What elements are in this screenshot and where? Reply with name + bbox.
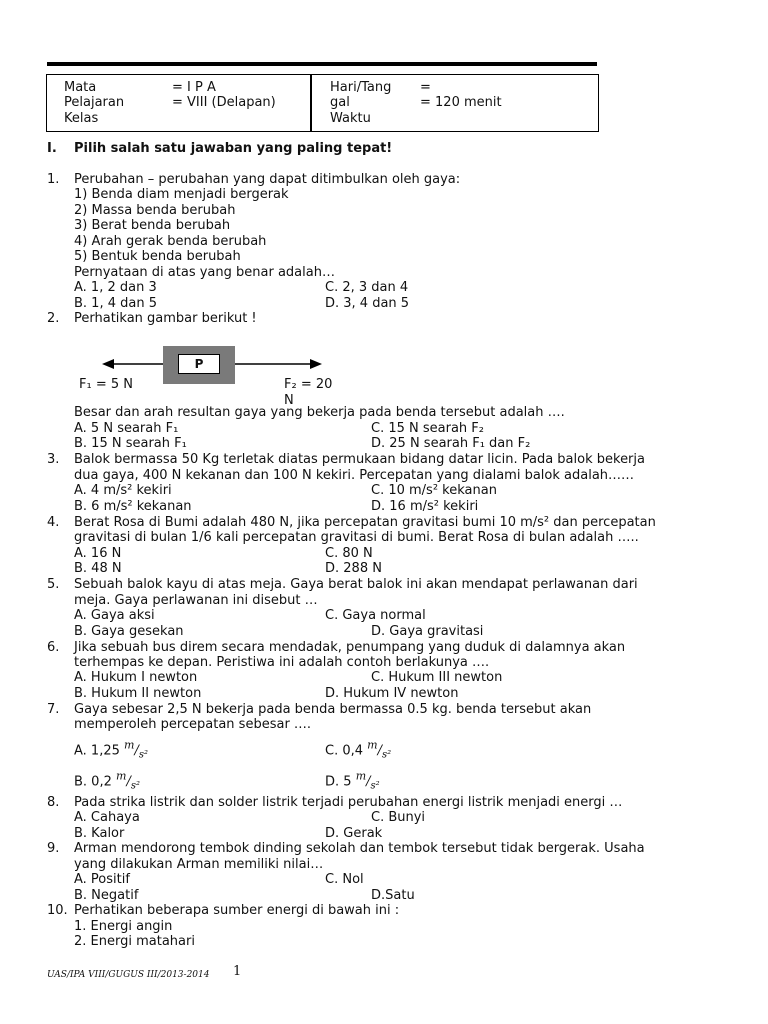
q6-line1: Jika sebuah bus direm secara mendadak, penumpang yang duduk di dalamnya akan [74, 640, 626, 655]
q9-option-b: B. Negatif [74, 888, 139, 903]
q4-option-d: D. 288 N [325, 561, 382, 576]
q1-text: Perubahan – perubahan yang dapat ditimbulkan oleh gaya: [74, 172, 461, 187]
q4-number: 4. [47, 515, 60, 530]
q6-option-c: C. Hukum III newton [371, 670, 503, 685]
q3-option-d: D. 16 m/s² kekiri [371, 499, 479, 514]
q5-option-d: D. Gaya gravitasi [371, 624, 484, 639]
q3-option-a: A. 4 m/s² kekiri [74, 483, 172, 498]
mata-label: Mata [64, 80, 97, 95]
q1-item: 3) Berat benda berubah [74, 218, 231, 233]
q1-option-d: D. 3, 4 dan 5 [325, 296, 410, 311]
header-box [46, 74, 599, 132]
q3-line2: dua gaya, 400 N kekanan dan 100 N kekiri. Percepatan yang dialami balok adalah…… [74, 468, 635, 483]
mata-value: = I P A [172, 80, 216, 95]
q8-option-c: C. Bunyi [371, 810, 426, 825]
q8-option-d: D. Gerak [325, 826, 383, 841]
q2-option-a: A. 5 N searah F₁ [74, 421, 179, 436]
q5-number: 5. [47, 577, 60, 592]
q6-number: 6. [47, 640, 60, 655]
q1-item: 1) Benda diam menjadi bergerak [74, 187, 289, 202]
q9-option-d: D.Satu [371, 888, 415, 903]
q9-option-a: A. Positif [74, 872, 130, 887]
kelas-label: Kelas [64, 111, 99, 126]
q7-number: 7. [47, 702, 60, 717]
section-title: Pilih salah satu jawaban yang paling tepat! [74, 141, 393, 156]
q1-item: 2) Massa benda berubah [74, 203, 236, 218]
q9-line1: Arman mendorong tembok dinding sekolah dan tembok tersebut tidak bergerak. Usaha [74, 841, 645, 856]
q9-option-c: C. Nol [325, 872, 364, 887]
q3-line1: Balok bermassa 50 Kg terletak diatas permukaan bidang datar licin. Pada balok bekerja [74, 452, 645, 467]
q8-number: 8. [47, 795, 60, 810]
q1-option-a: A. 1, 2 dan 3 [74, 280, 157, 295]
q1-option-c: C. 2, 3 dan 4 [325, 280, 409, 295]
q7-option-d: D. 5 $^m/_{s^2}$ [325, 770, 380, 792]
q6-option-a: A. Hukum I newton [74, 670, 198, 685]
q4-line2: gravitasi di bulan 1/6 kali percepatan gravitasi di bumi. Berat Rosa di bulan adalah ….. [74, 530, 639, 545]
q7-option-c: C. 0,4 $^m/_{s^2}$ [325, 739, 392, 761]
q7-option-a: A. 1,25 $^m/_{s^2}$ [74, 739, 148, 761]
section-number: I. [47, 141, 57, 156]
q3-number: 3. [47, 452, 60, 467]
hari-value: = [420, 80, 431, 95]
q6-option-d: D. Hukum IV newton [325, 686, 459, 701]
q5-line1: Sebuah balok kayu di atas meja. Gaya berat balok ini akan mendapat perlawanan dari [74, 577, 638, 592]
q8-line1: Pada strika listrik dan solder listrik terjadi perubahan energi listrik menjadi energi … [74, 795, 623, 810]
q10-item: 1. Energi angin [74, 919, 173, 934]
q1-item: 4) Arah gerak benda berubah [74, 234, 267, 249]
waktu-label: Waktu [330, 111, 371, 126]
kelas-value: = VIII (Delapan) [172, 95, 276, 110]
force-f1-arrowhead [102, 359, 114, 369]
page-number: 1 [233, 964, 242, 979]
force-f2-unit: N [284, 393, 294, 408]
q2-number: 2. [47, 311, 60, 326]
q5-option-a: A. Gaya aksi [74, 608, 155, 623]
hari-label: Hari/Tang [330, 80, 392, 95]
q4-line1: Berat Rosa di Bumi adalah 480 N, jika percepatan gravitasi bumi 10 m/s² dan percepatan [74, 515, 656, 530]
q10-line1: Perhatikan beberapa sumber energi di bawah ini : [74, 903, 400, 918]
top-rule [47, 62, 597, 66]
q1-number: 1. [47, 172, 60, 187]
q2-option-c: C. 15 N searah F₂ [371, 421, 484, 436]
q5-option-c: C. Gaya normal [325, 608, 426, 623]
footer-code: UAS/IPA VIII/GUGUS III/2013-2014 [47, 970, 210, 980]
force-f2-label: F₂ = 20 [284, 377, 333, 392]
q2-text: Perhatikan gambar berikut ! [74, 311, 257, 326]
q7-option-b: B. 0,2 $^m/_{s^2}$ [74, 770, 140, 792]
header-divider [310, 74, 312, 132]
q1-option-b: B. 1, 4 dan 5 [74, 296, 157, 311]
q10-number: 10. [47, 903, 68, 918]
q4-option-a: A. 16 N [74, 546, 122, 561]
q8-option-b: B. Kalor [74, 826, 125, 841]
q6-line2: terhempas ke depan. Peristiwa ini adalah contoh berlakunya …. [74, 655, 490, 670]
q7-line1: Gaya sebesar 2,5 N bekerja pada benda bermassa 0.5 kg. benda tersebut akan [74, 702, 592, 717]
q1-item: 5) Bentuk benda berubah [74, 249, 241, 264]
q6-option-b: B. Hukum II newton [74, 686, 202, 701]
q10-item: 2. Energi matahari [74, 934, 195, 949]
q2-question: Besar dan arah resultan gaya yang bekerja pada benda tersebut adalah …. [74, 405, 565, 420]
q3-option-b: B. 6 m/s² kekanan [74, 499, 192, 514]
q3-option-c: C. 10 m/s² kekanan [371, 483, 497, 498]
q9-number: 9. [47, 841, 60, 856]
pelajaran-label: Pelajaran [64, 95, 125, 110]
q4-option-b: B. 48 N [74, 561, 122, 576]
force-f2-arrowhead [310, 359, 322, 369]
gal-label: gal [330, 95, 350, 110]
q1-prompt: Pernyataan di atas yang benar adalah… [74, 265, 335, 280]
q5-option-b: B. Gaya gesekan [74, 624, 184, 639]
q2-option-b: B. 15 N searah F₁ [74, 436, 187, 451]
q5-line2: meja. Gaya perlawanan ini disebut … [74, 593, 318, 608]
q8-option-a: A. Cahaya [74, 810, 140, 825]
q2-option-d: D. 25 N searah F₁ dan F₂ [371, 436, 531, 451]
force-f1-label: F₁ = 5 N [79, 377, 133, 392]
q7-line2: memperoleh percepatan sebesar …. [74, 717, 312, 732]
waktu-value: = 120 menit [420, 95, 502, 110]
block-p-label: P [178, 354, 220, 374]
q9-line2: yang dilakukan Arman memiliki nilai… [74, 857, 324, 872]
q4-option-c: C. 80 N [325, 546, 373, 561]
